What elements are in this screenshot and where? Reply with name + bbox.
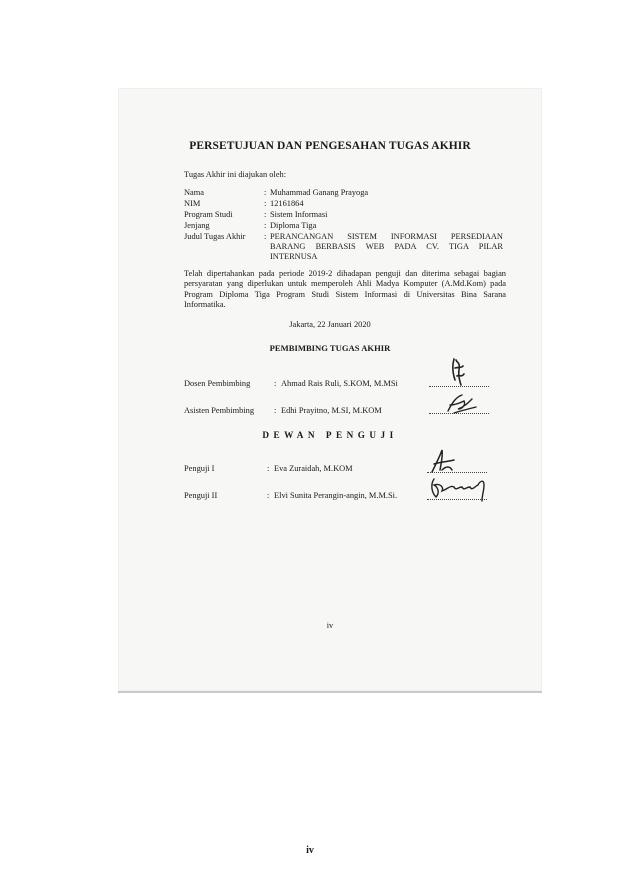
document-title: PERSETUJUAN DAN PENGESAHAN TUGAS AKHIR	[189, 140, 471, 152]
field-colon: :	[267, 491, 270, 500]
signature-penguji-1	[428, 448, 458, 476]
field-value-prodi: Sistem Informasi	[270, 210, 328, 219]
field-colon: :	[264, 199, 267, 208]
pembimbing-heading: PEMBIMBING TUGAS AKHIR	[269, 343, 391, 353]
field-value-nama: Muhammad Ganang Prayoga	[270, 188, 369, 197]
name-penguji-2: Elvi Sunita Perangin-angin, M.M.Si.	[274, 491, 398, 500]
inner-page-number: iv	[326, 621, 334, 630]
role-dosen-pembimbing: Dosen Pembimbing	[184, 379, 251, 388]
approval-statement: Telah dipertahankan pada periode 2019-2 dihadapan penguji dan diterima sebagai bagian persyaratan yang diperlukan untuk memperoleh Ahli Madya Komputer (A.Md.Kom) pada Program Diploma Tiga Program Studi Sistem Informasi di Universitas Bina Sarana Informatika.	[184, 269, 506, 309]
field-value-judul: PERANCANGAN SISTEM INFORMASI PERSEDIAAN BARANG BERBASIS WEB PADA CV. TIGA PILAR INTERNUSA	[270, 232, 503, 262]
field-colon: :	[264, 210, 267, 219]
name-penguji-1: Eva Zuraidah, M.KOM	[274, 464, 353, 473]
scanned-page	[118, 88, 542, 693]
signature-dosen-pembimbing	[448, 356, 468, 388]
field-label-nim: NIM	[184, 199, 201, 208]
name-dosen-pembimbing: Ahmad Rais Ruli, S.KOM, M.MSi	[281, 379, 398, 388]
page-number: iv	[306, 845, 314, 856]
field-colon: :	[264, 221, 267, 230]
dewan-penguji-heading: DEWAN PENGUJI	[262, 430, 398, 440]
field-value-jenjang: Diploma Tiga	[270, 221, 317, 230]
field-label-nama: Nama	[184, 188, 204, 197]
field-colon: :	[274, 406, 277, 415]
field-value-nim: 12161864	[270, 199, 304, 208]
field-label-prodi: Program Studi	[184, 210, 233, 219]
place-date: Jakarta, 22 Januari 2020	[289, 320, 371, 329]
field-label-judul: Judul Tugas Akhir	[184, 232, 246, 241]
signature-asisten-pembimbing	[444, 391, 478, 415]
signature-penguji-2	[426, 473, 490, 503]
field-label-jenjang: Jenjang	[184, 221, 210, 230]
field-colon: :	[264, 188, 267, 197]
name-asisten-pembimbing: Edhi Prayitno, M.SI, M.KOM	[281, 406, 382, 415]
field-colon: :	[264, 232, 267, 241]
field-colon: :	[267, 464, 270, 473]
role-penguji-1: Penguji I	[184, 464, 215, 473]
field-colon: :	[274, 379, 277, 388]
role-asisten-pembimbing: Asisten Pembimbing	[184, 406, 255, 415]
role-penguji-2: Penguji II	[184, 491, 218, 500]
intro-text: Tugas Akhir ini diajukan oleh:	[184, 170, 287, 179]
